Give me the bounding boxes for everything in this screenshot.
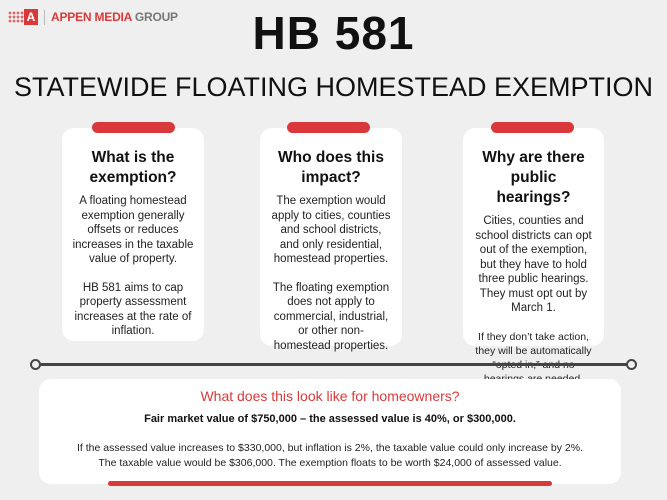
info-card-why — [463, 128, 604, 357]
fair-market-value-text: Fair market value of $750,000 – the assessed value is 40%, or $300,000. — [144, 413, 516, 425]
card-paragraph: HB 581 aims to cap property assessment increases at the rate of inflation. — [74, 281, 192, 337]
timeline-node-icon — [626, 359, 637, 370]
example-text — [39, 441, 621, 471]
card-tab-decoration — [92, 122, 175, 133]
brand-name-red: APPEN MEDIA — [51, 10, 132, 24]
example-line: The taxable value would be $306,000. The exemption floats to be worth $24,000 of assessed value. — [98, 457, 562, 469]
card-heading: Who does this impact? — [278, 149, 384, 186]
card-paragraph: A floating homestead exemption generally offsets or reduces increases in the taxable value of property. — [72, 195, 194, 265]
card-paragraph: The exemption would apply to cities, counties and school districts, and only residential, homestead properties. — [271, 195, 391, 265]
bottom-accent-bar — [108, 481, 552, 486]
card-tab-decoration — [491, 122, 574, 133]
homeowners-panel — [39, 379, 621, 484]
card-paragraph: If they don’t take action, they will be automatically — [475, 330, 592, 357]
brand-name-gray: GROUP — [134, 10, 178, 24]
timeline-divider — [35, 363, 631, 366]
homeowners-heading: What does this look like for homeowners? — [200, 388, 460, 404]
card-paragraph: The floating exemption does not apply to commercial, industrial, or other non-homestead properties. — [272, 281, 390, 352]
page-title: HB 581 — [252, 7, 415, 59]
page-subtitle: STATEWIDE FLOATING HOMESTEAD EXEMPTION — [13, 72, 654, 102]
card-heading: Why are there public hearings? — [482, 149, 585, 206]
info-card-what — [62, 128, 204, 341]
logo-letter: A — [24, 9, 38, 25]
timeline-node-icon — [30, 359, 41, 370]
info-card-who — [260, 128, 402, 352]
card-tab-decoration — [287, 122, 370, 133]
card-heading: What is the exemption? — [89, 149, 177, 186]
example-line: If the assessed value increases to $330,000, but inflation is 2%, the taxable value could only increase by 2%. — [76, 442, 584, 454]
card-paragraph: Cities, counties and school districts can opt out of the exemption, but they have to hold three public hearings. They must opt out by March 1. — [475, 215, 592, 314]
